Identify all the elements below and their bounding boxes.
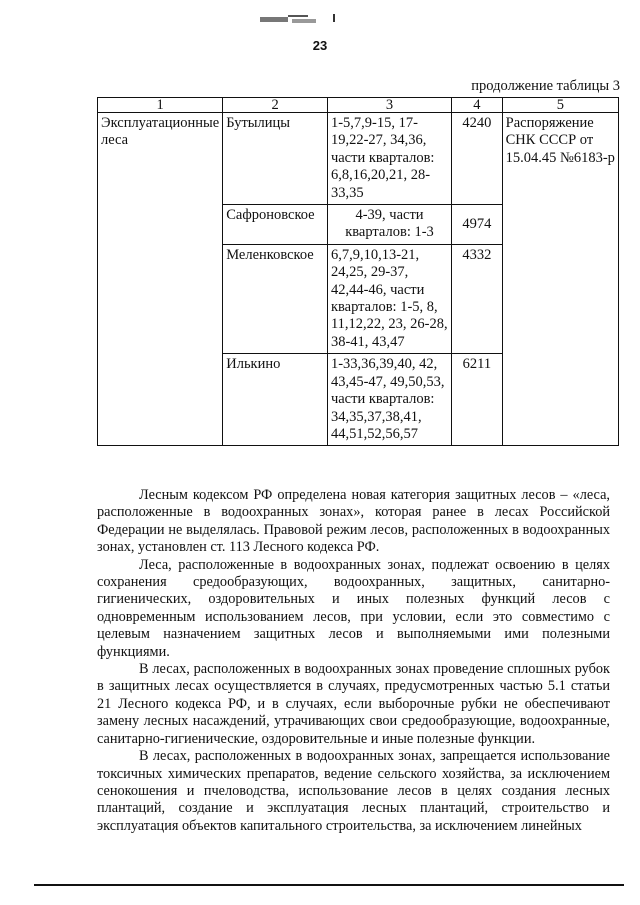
area-cell: 4240 [452, 113, 503, 205]
area-cell: 6211 [452, 354, 503, 446]
area-cell: 4332 [452, 244, 503, 353]
body-text [97, 487, 610, 835]
header-cell: 1 [98, 98, 223, 113]
quarters-cell: 1-33,36,39,40, 42, 43,45-47, 49,50,53, части кварталов: 34,35,37,38,41, 44,51,52,56,57 [327, 354, 451, 446]
quarters-cell: 6,7,9,10,13-21, 24,25, 29-37, 42,44-46, части кварталов: 1-5, 8, 11,12,22, 23, 26-28, 38-41, 43,47 [327, 244, 451, 353]
table-continuation-label: продолжение таблицы 3 [471, 78, 620, 94]
table-row [98, 113, 619, 205]
quarters-cell: 4-39, части кварталов: 1-3 [327, 205, 451, 245]
paragraph: В лесах, расположенных в водоохранных зонах проведение сплошных рубок в защитных лесах осуществляется в случаях, предусмотренных частью 5.1 статьи 21 Лесного кодекса РФ, и в случаях, если выборочные рубки не обеспечивают замену лесных насаждений, утрачивающих свои средообразующие, водоохранные, санитарно-гигиенические, оздоровительные и иные полезные функции. [97, 661, 610, 747]
header-cell: 3 [327, 98, 451, 113]
paragraph: Лесным кодексом РФ определена новая категория защитных лесов – «леса, расположенные в водоохранных зонах», которая ранее в лесах Российской Федерации не выделялась. Правовой режим лесов, расположенных в водоохранных зонах, установлен ст. 113 Лесного кодекса РФ. [97, 487, 610, 556]
forest-table [97, 97, 619, 446]
forestry-name-cell: Сафроновское [223, 205, 328, 245]
scan-artifact [258, 12, 348, 26]
category-cell: Эксплуатационные леса [98, 113, 223, 446]
document-cell: Распоряжение СНК СССР от 15.04.45 №6183-р [502, 113, 618, 446]
area-cell: 4974 [452, 205, 503, 245]
paragraph: В лесах, расположенных в водоохранных зонах, запрещается использование токсичных химических препаратов, ведение сельского хозяйства, за исключением сенокошения и пчеловодства, использование лесов в целях создания лесных плантаций, создание и эксплуатация лесных плантаций, строительство и эксплуатация объектов капитального строительства, за исключением линейных [97, 748, 610, 834]
paragraph: Леса, расположенные в водоохранных зонах, подлежат освоению в целях сохранения средообразующих, водоохранных, защитных, санитарно-гигиенических, оздоровительных и иных полезных функций лесов с одновременным использованием лесов, при условии, если это совместимо с целевым назначением защитных лесов и выполняемыми ими полезными функциями. [97, 556, 610, 660]
header-cell: 5 [502, 98, 618, 113]
footer-rule [34, 884, 624, 886]
page-number: 23 [312, 38, 328, 53]
forestry-name-cell: Илькино [223, 354, 328, 446]
header-cell: 4 [452, 98, 503, 113]
table-header-row [98, 98, 619, 113]
forestry-name-cell: Бутылицы [223, 113, 328, 205]
header-cell: 2 [223, 98, 328, 113]
forestry-name-cell: Меленковское [223, 244, 328, 353]
quarters-cell: 1-5,7,9-15, 17-19,22-27, 34,36, части кварталов: 6,8,16,20,21, 28-33,35 [327, 113, 451, 205]
